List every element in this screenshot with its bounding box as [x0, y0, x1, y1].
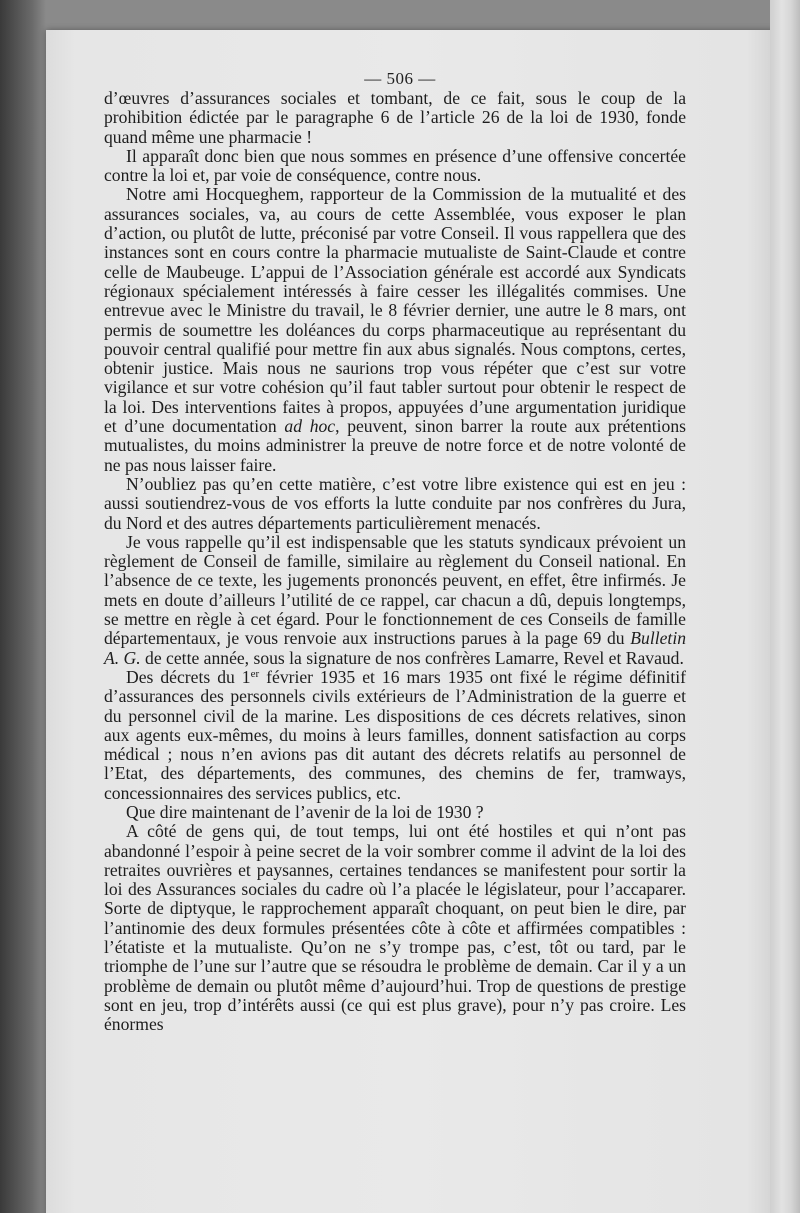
paragraph-1: d’œuvres d’assurances sociales et tombant, de ce fait, sous le coup de la prohibition édictée par le paragraphe 6 de l’article 26 de la loi de 1930, fonde quand même une pharmacie !	[104, 88, 686, 147]
paragraph-5-italic: Bulletin A. G.	[104, 628, 686, 668]
paragraph-3-italic: ad hoc	[284, 416, 336, 437]
body-text	[104, 89, 686, 1035]
paragraph-8: A côté de gens qui, de tout temps, lui ont été hostiles et qui n’ont pas abandonné l’espoir à peine secret de la voir sombrer comme il advint de la loi des retraites ouvrières et paysannes, certaines tendances se manifestent pour sortir la loi des Assurances sociales du cadre où l’a placée le législateur, pour l’accaparer. Sorte de diptyque, le rapprochement apparaît choquant, on peut bien le dire, par l’antinomie des deux formules présentées côte à côte et affirmées compatibles : l’étatiste et la mutualiste. Qu’on ne s’y trompe pas, c’est, tôt ou tard, par le triomphe de l’une sur l’autre que se résoudra le problème de demain. Car il y a un problème de demain ou plutôt même d’aujourd’hui. Trop de questions de prestige sont en jeu, trop d’intérêts aussi (ce qui est plus grave), pour n’y pas croire. Les énormes	[104, 821, 686, 1035]
paragraph-7: Que dire maintenant de l’avenir de la loi de 1930 ?	[126, 801, 484, 822]
page-number: — 506 —	[364, 69, 436, 88]
paragraph-3	[104, 185, 686, 474]
paragraph-3-text-after: , peuvent, sinon barrer la route aux prétentions mutualistes, du moins administrer la preuve de notre force et de notre volonté de ne pas nous laisser faire.	[104, 416, 686, 475]
paragraph-5-text: Je vous rappelle qu’il est indispensable que les statuts syndicaux prévoient un règlement de Conseil de famille, similaire au règlement du Conseil national. En l’absence de ce texte, les jugements prononcés peuvent, en effet, être infirmés. Je mets en doute d’ailleurs l’utilité de ce rappel, car chacun a dû, depuis longtemps, se mettre en règle à cet égard. Pour le fonctionnement de ces Conseils de famille départementaux, je vous renvoie aux instructions parues à la page 69 du	[104, 531, 686, 649]
paragraph-2: Il apparaît donc bien que nous sommes en présence d’une offensive concertée contre la loi et, par voie de conséquence, contre nous.	[104, 145, 686, 186]
paragraph-6-superscript: er	[250, 667, 260, 680]
paragraph-3-text: Notre ami Hocqueghem, rapporteur de la Commission de la mutualité et des assurances sociales, va, au cours de cette Assemblée, vous exposer le plan d’action, ou plutôt de lutte, préconisé par votre Conseil. Il vous rappellera que des instances sont en cours contre la pharmacie mutualiste de Saint-Claude et contre celle de Maubeuge. L’appui de l’Association générale est accordé aux Syndicats régionaux spécialement intéressés à faire cesser les illégalités commises. Une entrevue avec le Ministre du travail, le 8 février dernier, une autre le 8 mars, ont permis de soumettre les doléances du corps pharmaceutique au représentant du pouvoir central qualifié pour mettre fin aux abus signalés. Nous comptons, certes, obtenir justice. Mais nous ne saurions trop vous répéter que c’est sur votre vigilance et sur votre cohésion qu’il faut tabler surtout pour obtenir le respect de la loi. Des interventions faites à propos, appuyées d’une argumentation juridique et d’une documentation	[104, 184, 686, 437]
page-edge	[770, 0, 800, 1213]
paragraph-5	[104, 533, 686, 668]
paragraph-6-text-before: Des décrets du 1	[126, 666, 251, 687]
paragraph-6	[104, 668, 686, 803]
paragraph-4: N’oubliez pas qu’en cette matière, c’est votre libre existence qui est en jeu : aussi soutiendrez-vous de vos efforts la lutte conduite par nos confrères du Jura, du Nord et des autres départements particulièrement menacés.	[104, 473, 686, 533]
paragraph-6-text: février 1935 et 16 mars 1935 ont fixé le régime définitif d’assurances des personnels civils extérieurs de l’Administration de la guerre et du personnel civil de la marine. Les dispositions de ces décrets relatives, sinon aux agents eux-mêmes, du moins à leurs familles, donnent satisfaction au corps médical ; nous n’en avions pas dit autant des décrets relatifs au personnel de l’Etat, des départements, des communes, des chemins de fer, tramways, concessionnaires des services publics, etc.	[104, 666, 686, 803]
paragraph-5-text-after: de cette année, sous la signature de nos confrères Lamarre, Revel et Ravaud.	[140, 647, 684, 668]
